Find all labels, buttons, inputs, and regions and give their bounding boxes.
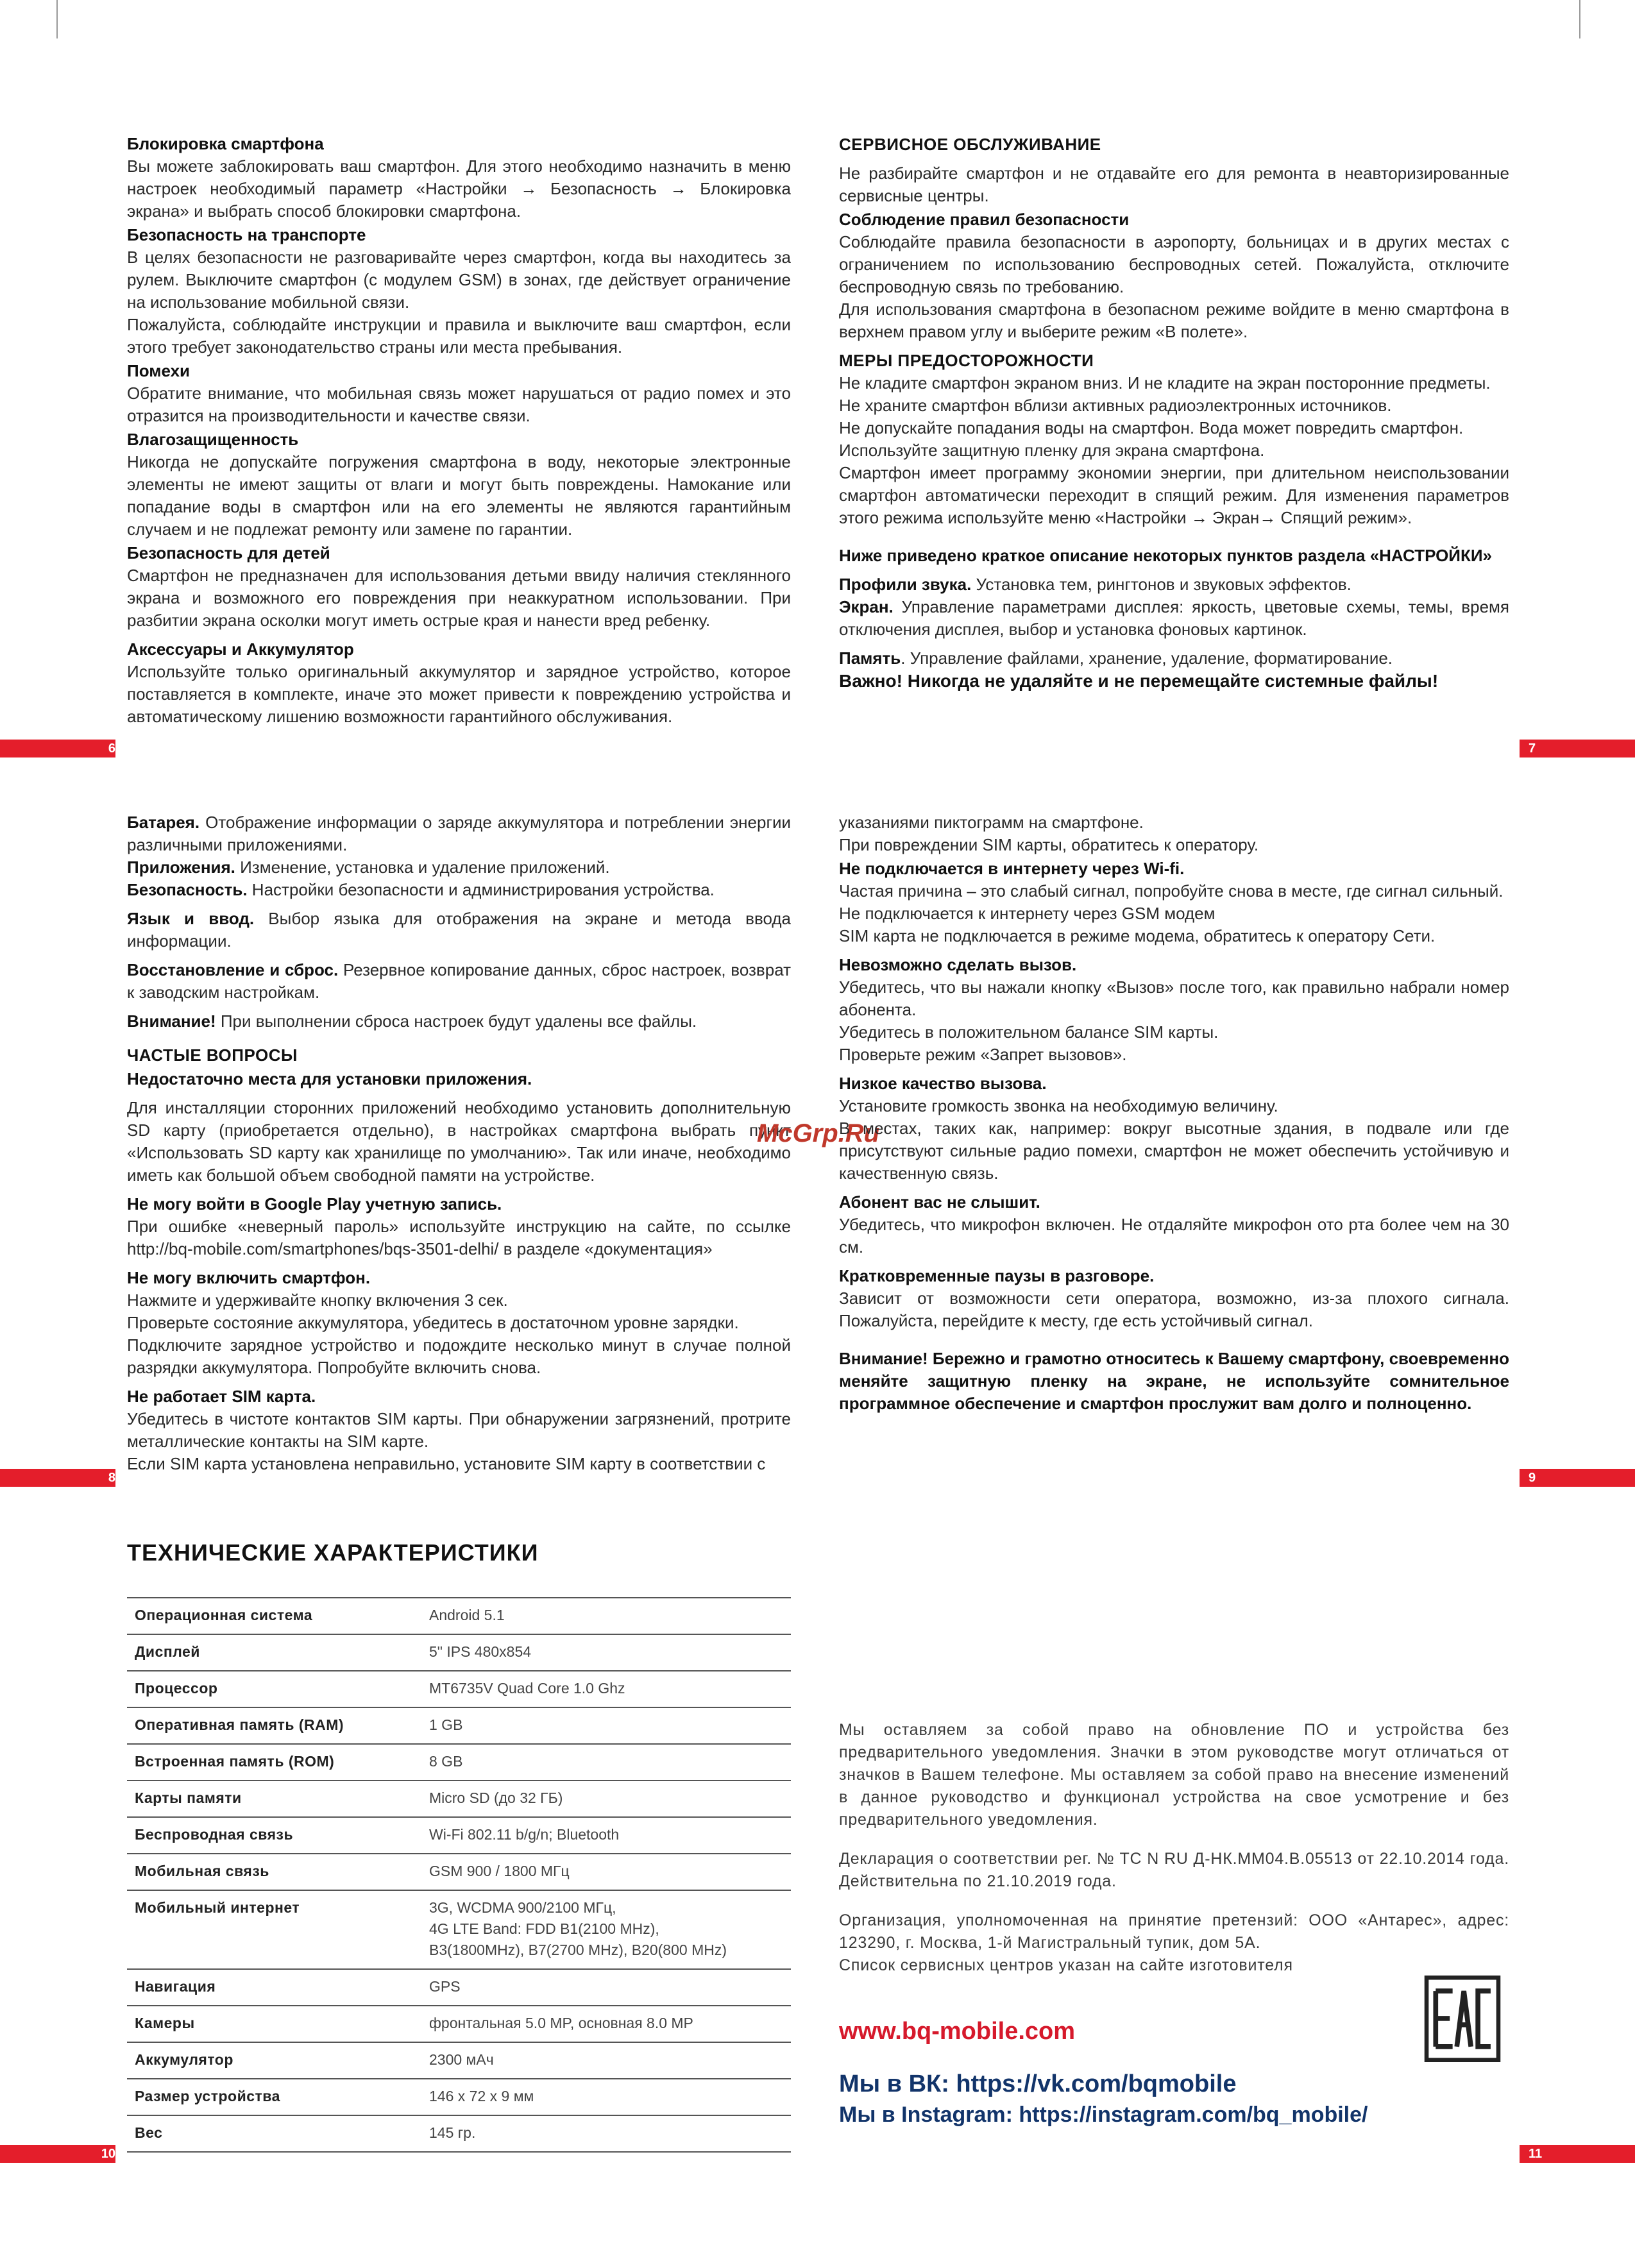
q6-text-1: Убедитесь, что вы нажали кнопку «Вызов» после того, как правильно набрали номер абонента. bbox=[839, 977, 1509, 1019]
battery-label: Батарея. bbox=[127, 813, 200, 832]
attention-label: Внимание! bbox=[127, 1011, 216, 1031]
q8-text: Убедитесь, что микрофон включен. Не отдаляйте микрофон ото рта более чем на 30 см. bbox=[839, 1215, 1509, 1257]
spec-row bbox=[127, 2115, 791, 2152]
q1-title: Недостаточно места для установки приложения. bbox=[127, 1069, 532, 1088]
accessories-text: Используйте только оригинальный аккумулятор и зарядное устройство, которое поставляется в комплекте, иначе это может привести к повреждению устройства и автоматическому лишению возможности гарантийного обслуживания. bbox=[127, 662, 791, 726]
specs-title: ТЕХНИЧЕСКИЕ ХАРАКТЕРИСТИКИ bbox=[127, 1539, 539, 1566]
service-text: Не разбирайте смартфон и не отдавайте его для ремонта в неавторизированные сервисные центры. bbox=[839, 164, 1509, 205]
spec-value: 5" IPS 480x854 bbox=[421, 1634, 791, 1671]
lock-title: Блокировка смартфона bbox=[127, 134, 324, 153]
settings-intro: Ниже приведено краткое описание некоторых пунктов раздела «НАСТРОЙКИ» bbox=[839, 546, 1492, 565]
spec-key: Встроенная память (ROM) bbox=[127, 1744, 421, 1781]
kids-text: Смартфон не предназначен для использования детьми ввиду наличия стеклянного экрана и возможного его повреждения при неаккуратном использовании. При разбитии экрана осколки могут иметь острые края и нанести вред ребенку. bbox=[127, 566, 791, 630]
q1-text: Для инсталляции сторонних приложений необходимо установить дополнительную SD карту (приобретается отдельно), в настройках смартфона выбрать пункт «Использовать SD карту как хранилище по умолчанию». Так или иначе, необходимо иметь как большой объем свободной памяти на устройстве. bbox=[127, 1098, 791, 1185]
spec-row bbox=[127, 2079, 791, 2115]
spec-row bbox=[127, 1671, 791, 1707]
page-7-column bbox=[839, 128, 1509, 692]
language-label: Язык и ввод. bbox=[127, 909, 255, 928]
accessories-title: Аксессуары и Аккумулятор bbox=[127, 639, 354, 659]
sim-cont-2: При повреждении SIM карты, обратитесь к оператору. bbox=[839, 835, 1259, 854]
caution-2: Не храните смартфон вблизи активных радиоэлектронных источников. bbox=[839, 396, 1392, 415]
q5-title: Не подключается в интернету через Wi-fi. bbox=[839, 859, 1185, 878]
page-9-column bbox=[839, 811, 1509, 1415]
page-number-11 bbox=[1520, 2145, 1635, 2163]
spec-key: Дисплей bbox=[127, 1634, 421, 1671]
spec-value: фронтальная 5.0 MP, основная 8.0 MP bbox=[421, 2006, 791, 2042]
language-item bbox=[127, 908, 791, 952]
page-11-links bbox=[839, 2020, 1509, 2130]
caution-4: Используйте защитную пленку для экрана смартфона. bbox=[839, 441, 1265, 460]
battery-text: Отображение информации о заряде аккумулятора и потреблении энергии различными приложениями. bbox=[127, 813, 791, 854]
page-number-8-label: 8 bbox=[108, 1471, 115, 1485]
spec-value: GSM 900 / 1800 МГц bbox=[421, 1854, 791, 1890]
spec-key: Навигация bbox=[127, 1969, 421, 2006]
spec-key: Камеры bbox=[127, 2006, 421, 2042]
spec-row bbox=[127, 2042, 791, 2079]
water-title: Влагозащищенность bbox=[127, 430, 299, 449]
caution-5: Смартфон имеет программу экономии энергии, при длительном неиспользовании смартфон автоматически переходит в спящий режим. Для изменения параметров этого режима используйте меню «Настройки → Экран→ Спящий режим». bbox=[839, 463, 1509, 527]
page-number-8 bbox=[0, 1469, 115, 1487]
spec-value: 1 GB bbox=[421, 1707, 791, 1744]
profiles-text: Установка тем, рингтонов и звуковых эффектов. bbox=[971, 575, 1351, 594]
kids-title: Безопасность для детей bbox=[127, 543, 330, 563]
caution-3: Не допускайте попадания воды на смартфон. Вода может повредить смартфон. bbox=[839, 418, 1464, 437]
transport-text-1: В целях безопасности не разговаривайте через смартфон, когда вы находитесь за рулем. Выключите смартфон (с модулем GSM) в зонах, где действует ограничение на использование мобильной связи. bbox=[127, 248, 791, 312]
q3-text-2: Проверьте состояние аккумулятора, убедитесь в достаточном уровне зарядки. bbox=[127, 1313, 739, 1332]
spec-value: 3G, WCDMA 900/2100 МГц, 4G LTE Band: FDD B1(2100 MHz), B3(1800MHz), B7(2700 MHz), B20(800 MHz) bbox=[421, 1890, 791, 1969]
transport-text-2: Пожалуйста, соблюдайте инструкции и правила и выключите ваш смартфон, если этого требует законодательство страны или места пребывания. bbox=[127, 315, 791, 357]
q3-title: Не могу включить смартфон. bbox=[127, 1268, 371, 1287]
spec-row bbox=[127, 1890, 791, 1969]
battery-item bbox=[127, 811, 791, 856]
service-title: СЕРВИСНОЕ ОБСЛУЖИВАНИЕ bbox=[839, 135, 1101, 154]
restore-text: Резервное копирование данных, сброс настроек, возврат к заводским настройкам. bbox=[127, 960, 791, 1002]
page-number-9 bbox=[1520, 1469, 1635, 1487]
system-files-warning: Важно! Никогда не удаляйте и не перемещайте системные файлы! bbox=[839, 671, 1439, 691]
q9-text: Зависит от возможности сети оператора, возможно, из-за плохого сигнала. Пожалуйста, перейдите к месту, где есть устойчивый сигнал. bbox=[839, 1289, 1509, 1330]
spec-key: Оперативная память (RAM) bbox=[127, 1707, 421, 1744]
spec-value: 2300 мАч bbox=[421, 2042, 791, 2079]
screen-label: Экран. bbox=[839, 597, 894, 616]
final-warning: Внимание! Бережно и грамотно относитесь к Вашему смартфону, своевременно меняйте защитную пленку на экране, не используйте сомнительное программное обеспечение и смартфон прослужит вам долго и полноценно. bbox=[839, 1349, 1509, 1413]
q3-text-1: Нажмите и удерживайте кнопку включения 3 сек. bbox=[127, 1291, 508, 1310]
spec-value: Wi-Fi 802.11 b/g/n; Bluetooth bbox=[421, 1817, 791, 1854]
memory-label: Память bbox=[839, 648, 901, 668]
page-6-column bbox=[127, 131, 791, 728]
page-11-column bbox=[839, 1719, 1509, 1977]
q6-title: Невозможно сделать вызов. bbox=[839, 955, 1077, 974]
restore-item bbox=[127, 959, 791, 1004]
attention-item bbox=[127, 1010, 791, 1033]
rights-text: Мы оставляем за собой право на обновление ПО и устройства без предварительного уведомления. Значки в этом руководстве могут отличаться от значков в Вашем телефоне. Мы оставляем за собой право на внесение изменений в данное руководство и функционал устройства на свое усмотрение и без предварительного уведомления. bbox=[839, 1721, 1509, 1829]
vk-link[interactable]: Мы в ВК: https://vk.com/bqmobile bbox=[839, 2070, 1237, 2097]
restore-label: Восстановление и сброс. bbox=[127, 960, 339, 979]
spec-value: 145 гр. bbox=[421, 2115, 791, 2152]
caution-1: Не кладите смартфон экраном вниз. И не кладите на экран посторонние предметы. bbox=[839, 373, 1491, 393]
spec-key: Размер устройства bbox=[127, 2079, 421, 2115]
spec-key: Операционная система bbox=[127, 1598, 421, 1634]
attention-text: При выполнении сброса настроек будут удалены все файлы. bbox=[216, 1011, 697, 1031]
apps-item bbox=[127, 856, 791, 879]
q4-title: Не работает SIM карта. bbox=[127, 1387, 316, 1406]
watermark: McGrp.Ru bbox=[757, 1119, 880, 1147]
q2-text: При ошибке «неверный пароль» используйте инструкцию на сайте, по ссылке http://bq-mobile.com/smartphones/bqs-3501-delhi/ в разделе «документация» bbox=[127, 1217, 791, 1258]
q6-text-3: Проверьте режим «Запрет вызовов». bbox=[839, 1045, 1127, 1064]
water-text: Никогда не допускайте погружения смартфона в воду, некоторые электронные элементы не имеют защиты от влаги и могут быть повреждены. Намокание или попадание воды в смартфон или на его элементы не являются гарантийным случаем и не подлежат ремонту или замене по гарантии. bbox=[127, 452, 791, 539]
site-link[interactable]: www.bq-mobile.com bbox=[839, 2018, 1076, 2045]
security-text: Настройки безопасности и администрирования устройства. bbox=[247, 880, 715, 899]
memory-text: . Управление файлами, хранение, удаление, форматирование. bbox=[901, 648, 1393, 668]
q5-text-3: SIM карта не подключается в режиме модема, обратитесь к оператору Сети. bbox=[839, 926, 1436, 945]
memory-item bbox=[839, 647, 1509, 670]
declaration-text: Декларация о соответствии рег. № ТС N RU Д-НК.ММ04.В.05513 от 22.10.2014 года. Действительна по 21.10.2019 года. bbox=[839, 1850, 1509, 1890]
q5-text-2: Не подключается к интернету через GSM модем bbox=[839, 904, 1216, 923]
q9-title: Кратковременные паузы в разговоре. bbox=[839, 1266, 1155, 1285]
q5-text-1: Частая причина – это слабый сигнал, попробуйте снова в месте, где сигнал сильный. bbox=[839, 881, 1504, 901]
noise-text: Обратите внимание, что мобильная связь может нарушаться от радио помех и это отразится на производительности и качестве связи. bbox=[127, 384, 791, 425]
rules-title: Соблюдение правил безопасности bbox=[839, 210, 1130, 229]
spec-key: Мобильная связь bbox=[127, 1854, 421, 1890]
spec-value: Micro SD (до 32 ГБ) bbox=[421, 1781, 791, 1817]
spec-key: Процессор bbox=[127, 1671, 421, 1707]
page-number-7-label: 7 bbox=[1529, 741, 1536, 756]
security-label: Безопасность. bbox=[127, 880, 248, 899]
spec-row bbox=[127, 1781, 791, 1817]
rules-text-2: Для использования смартфона в безопасном режиме войдите в меню смартфона в верхнем правом углу и выберите режим «В полете». bbox=[839, 300, 1509, 341]
page-number-6 bbox=[0, 740, 115, 757]
spec-row bbox=[127, 2006, 791, 2042]
q7-title: Низкое качество вызова. bbox=[839, 1074, 1047, 1093]
transport-title: Безопасность на транспорте bbox=[127, 225, 366, 244]
page-number-11-label: 11 bbox=[1529, 2147, 1543, 2161]
screen-text: Управление параметрами дисплея: яркость, цветовые схемы, темы, время отключения дисплея, выбор и установка фоновых картинок. bbox=[839, 597, 1509, 639]
spec-key: Аккумулятор bbox=[127, 2042, 421, 2079]
q3-text-3: Подключите зарядное устройство и подождите несколько минут в случае полной разрядки аккумулятора. Попробуйте включить снова. bbox=[127, 1335, 791, 1377]
spec-row bbox=[127, 1969, 791, 2006]
apps-label: Приложения. bbox=[127, 858, 235, 877]
service-centers-text: Список сервисных центров указан на сайте изготовителя bbox=[839, 1956, 1293, 1974]
spec-value: MT6735V Quad Core 1.0 Ghz bbox=[421, 1671, 791, 1707]
spec-value: 8 GB bbox=[421, 1744, 791, 1781]
language-text: Выбор языка для отображения на экране и метода ввода информации. bbox=[127, 909, 792, 951]
spec-row bbox=[127, 1634, 791, 1671]
spec-key: Карты памяти bbox=[127, 1781, 421, 1817]
spec-row bbox=[127, 1598, 791, 1634]
apps-text: Изменение, установка и удаление приложений. bbox=[235, 858, 610, 877]
caution-title: МЕРЫ ПРЕДОСТОРОЖНОСТИ bbox=[839, 351, 1094, 370]
security-item bbox=[127, 879, 791, 901]
page-number-10-label: 10 bbox=[101, 2147, 115, 2161]
q2-title: Не могу войти в Google Play учетную запись. bbox=[127, 1194, 502, 1214]
page-number-7 bbox=[1520, 740, 1635, 757]
faq-title: ЧАСТЫЕ ВОПРОСЫ bbox=[127, 1045, 298, 1065]
profiles-item bbox=[839, 573, 1509, 596]
eac-mark-icon bbox=[1424, 1976, 1501, 2062]
spec-value: GPS bbox=[421, 1969, 791, 2006]
spec-value: Android 5.1 bbox=[421, 1598, 791, 1634]
specs-table bbox=[127, 1597, 791, 2153]
spec-value: 146 х 72 х 9 мм bbox=[421, 2079, 791, 2115]
spec-key: Вес bbox=[127, 2115, 421, 2152]
screen-item bbox=[839, 596, 1509, 641]
profiles-label: Профили звука. bbox=[839, 575, 972, 594]
spec-row bbox=[127, 1744, 791, 1781]
lock-text: Вы можете заблокировать ваш смартфон. Для этого необходимо назначить в меню настроек необходимый параметр «Настройки → Безопасность → Блокировка экрана» и выбрать способ блокировки смартфона. bbox=[127, 157, 791, 221]
page-number-9-label: 9 bbox=[1529, 1471, 1536, 1485]
spec-row bbox=[127, 1854, 791, 1890]
spec-row bbox=[127, 1707, 791, 1744]
rules-text-1: Соблюдайте правила безопасности в аэропорту, больницах и в других местах с ограничением по использованию беспроводных сетей. Пожалуйста, отключите беспроводную связь по требованию. bbox=[839, 232, 1509, 296]
spec-row bbox=[127, 1817, 791, 1854]
spec-key: Беспроводная связь bbox=[127, 1817, 421, 1854]
instagram-link[interactable]: Мы в Instagram: https://instagram.com/bq_mobile/ bbox=[839, 2103, 1368, 2127]
q7-text-2: В местах, таких как, например: вокруг высотные здания, в подвале или где присутствуют сильные радио помехи, смартфон не может обеспечить устойчивую и качественную связь. bbox=[839, 1119, 1509, 1183]
crop-mark-right bbox=[1579, 0, 1580, 38]
noise-title: Помехи bbox=[127, 361, 191, 380]
spec-key: Мобильный интернет bbox=[127, 1890, 421, 1969]
q6-text-2: Убедитесь в положительном балансе SIM карты. bbox=[839, 1022, 1219, 1042]
sim-cont-1: указаниями пиктограмм на смартфоне. bbox=[839, 813, 1144, 832]
page-number-10 bbox=[0, 2145, 115, 2163]
q4-text-1: Убедитесь в чистоте контактов SIM карты. При обнаружении загрязнений, протрите металлические контакты на SIM карте. bbox=[127, 1409, 791, 1451]
org-text: Организация, уполномоченная на принятие претензий: ООО «Антарес», адрес: 123290, г. Москва, 1-й Магистральный тупик, дом 5А. bbox=[839, 1911, 1509, 1952]
page-number-6-label: 6 bbox=[108, 741, 115, 756]
q7-text-1: Установите громкость звонка на необходимую величину. bbox=[839, 1096, 1278, 1115]
q4-text-2: Если SIM карта установлена неправильно, установите SIM карту в соответствии с bbox=[127, 1454, 766, 1473]
page-8-column bbox=[127, 811, 791, 1475]
q8-title: Абонент вас не слышит. bbox=[839, 1192, 1040, 1212]
crop-mark-left bbox=[56, 0, 58, 38]
